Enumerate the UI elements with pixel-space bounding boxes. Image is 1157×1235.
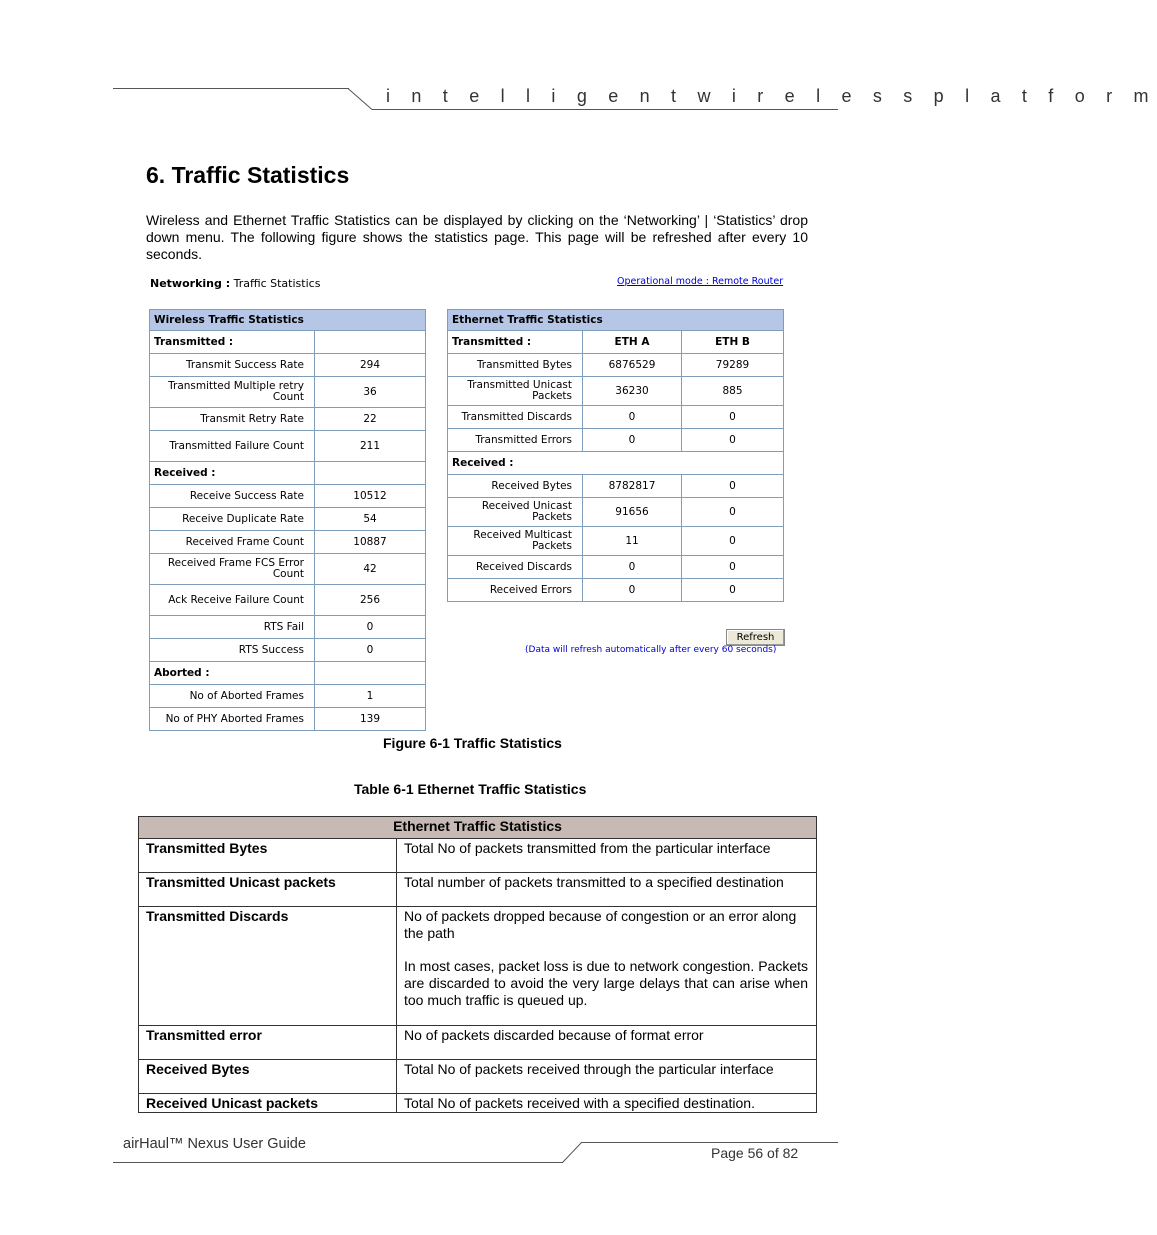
stat-label: Transmitted Bytes (448, 354, 583, 377)
stat-label: Received Multicast Packets (448, 527, 583, 556)
table-row (448, 354, 784, 377)
table-row (139, 1094, 817, 1113)
stat-label: Received Discards (448, 556, 583, 579)
table-row (448, 579, 784, 602)
term-cell: Transmitted Bytes (139, 839, 397, 873)
table-row (150, 639, 426, 662)
section-blank (315, 331, 426, 354)
description-cell (397, 1026, 817, 1060)
section-blank (315, 662, 426, 685)
term-cell: Transmitted Unicast packets (139, 873, 397, 907)
table-row (448, 498, 784, 527)
table-row (139, 839, 817, 873)
breadcrumb-page: Traffic Statistics (233, 277, 321, 290)
stat-value: 256 (315, 585, 426, 616)
description-cell (397, 873, 817, 907)
figure-caption: Figure 6-1 Traffic Statistics (383, 735, 562, 751)
stat-label: Received Frame FCS Error Count (150, 554, 315, 585)
eth-b-value: 0 (682, 429, 784, 452)
eth-b-value: 0 (682, 406, 784, 429)
table-caption: Table 6-1 Ethernet Traffic Statistics (354, 781, 587, 797)
description-cell (397, 839, 817, 873)
stat-label: Received Bytes (448, 475, 583, 498)
description-text: Total No of packets transmitted from the particular interface (404, 840, 771, 856)
eth-a-value: 8782817 (583, 475, 682, 498)
refresh-button[interactable]: Refresh (726, 629, 785, 646)
section-label: Transmitted : (150, 331, 315, 354)
footer-page-number: Page 56 of 82 (711, 1145, 799, 1161)
stat-label: Received Unicast Packets (448, 498, 583, 527)
table-row (448, 429, 784, 452)
wireless-table-title: Wireless Traffic Statistics (150, 310, 426, 331)
wireless-title-row (150, 310, 426, 331)
description-cell (397, 907, 817, 1026)
wireless-traffic-table (149, 309, 426, 731)
section-title: 6. Traffic Statistics (146, 162, 350, 188)
section-label: Aborted : (150, 662, 315, 685)
table-row (150, 354, 426, 377)
table-row (150, 708, 426, 731)
section-row (150, 331, 426, 354)
stat-label: Transmitted Unicast Packets (448, 377, 583, 406)
stat-value: 0 (315, 616, 426, 639)
table-row (448, 475, 784, 498)
eth-a-value: 0 (583, 556, 682, 579)
header-rule-left (113, 88, 349, 89)
stat-label: Transmitted Discards (448, 406, 583, 429)
eth-a-value: 6876529 (583, 354, 682, 377)
description-text: Total No of packets received with a specified destination. (404, 1095, 755, 1111)
description-cell (397, 1094, 817, 1113)
section-blank (315, 462, 426, 485)
term-cell: Received Bytes (139, 1060, 397, 1094)
eth-b-value: 0 (682, 527, 784, 556)
term-cell: Transmitted Discards (139, 907, 397, 1026)
table-row (139, 1060, 817, 1094)
eth-a-value: 0 (583, 579, 682, 602)
table-row (448, 527, 784, 556)
table-header: Ethernet Traffic Statistics (139, 817, 817, 839)
transmitted-section-label: Transmitted : (448, 331, 583, 354)
header-tagline: i n t e l l i g e n t w i r e l e s s p l a t f o r m (386, 86, 1157, 106)
table-row (448, 377, 784, 406)
eth-a-value: 0 (583, 406, 682, 429)
table-header-row (139, 817, 817, 839)
stat-label: Transmitted Multiple retry Count (150, 377, 315, 408)
description-text: Total No of packets received through the particular interface (404, 1061, 774, 1077)
ethernet-traffic-table (447, 309, 784, 602)
stat-label: No of PHY Aborted Frames (150, 708, 315, 731)
stat-value: 139 (315, 708, 426, 731)
table-row (150, 377, 426, 408)
stat-value: 10512 (315, 485, 426, 508)
table-row (139, 907, 817, 1026)
eth-a-value: 36230 (583, 377, 682, 406)
table-row (139, 873, 817, 907)
received-section-label: Received : (448, 452, 784, 475)
section-row (448, 452, 784, 475)
table-row (150, 431, 426, 462)
stat-label: Ack Receive Failure Count (150, 585, 315, 616)
stat-label: No of Aborted Frames (150, 685, 315, 708)
ethernet-table-title: Ethernet Traffic Statistics (448, 310, 784, 331)
traffic-statistics-screenshot (145, 268, 809, 723)
table-row (150, 485, 426, 508)
section-row (150, 662, 426, 685)
stat-label: Transmitted Errors (448, 429, 583, 452)
eth-a-value: 91656 (583, 498, 682, 527)
stat-value: 211 (315, 431, 426, 462)
table-row (150, 531, 426, 554)
eth-b-value: 79289 (682, 354, 784, 377)
eth-b-value: 885 (682, 377, 784, 406)
description-text: No of packets discarded because of format error (404, 1027, 704, 1043)
footer-rule-right (581, 1142, 838, 1143)
term-cell: Received Unicast packets (139, 1094, 397, 1113)
stat-label: RTS Fail (150, 616, 315, 639)
table-row (150, 554, 426, 585)
stat-label: Receive Duplicate Rate (150, 508, 315, 531)
breadcrumb-menu: Networking : (150, 277, 231, 290)
header-rule-right (372, 109, 838, 110)
stat-label: Transmit Retry Rate (150, 408, 315, 431)
stat-label: Receive Success Rate (150, 485, 315, 508)
column-header-eth-a: ETH A (583, 331, 682, 354)
footer-guide-title: airHaul™ Nexus User Guide (123, 1136, 306, 1152)
table-row (150, 585, 426, 616)
column-header-eth-b: ETH B (682, 331, 784, 354)
ethernet-title-row (448, 310, 784, 331)
table-row (448, 406, 784, 429)
eth-b-value: 0 (682, 498, 784, 527)
table-row (448, 556, 784, 579)
description-cell (397, 1060, 817, 1094)
description-text: In most cases, packet loss is due to network congestion. Packets are discarded to avoid the very large delays that can arise when too much traffic is queued up. (404, 958, 808, 1008)
table-row (150, 408, 426, 431)
stat-label: Received Frame Count (150, 531, 315, 554)
refresh-note: (Data will refresh automatically after every 60 seconds) (525, 645, 777, 655)
stat-label: Transmitted Failure Count (150, 431, 315, 462)
eth-a-value: 11 (583, 527, 682, 556)
table-row (150, 508, 426, 531)
stat-value: 54 (315, 508, 426, 531)
stat-value: 22 (315, 408, 426, 431)
stat-value: 1 (315, 685, 426, 708)
ethernet-statistics-definition-table (138, 816, 817, 1113)
description-text: Total number of packets transmitted to a specified destination (404, 874, 784, 890)
intro-paragraph: Wireless and Ethernet Traffic Statistics can be displayed by clicking on the ‘Networking’ | ‘Statistics’ drop down menu. The following figure shows the statistics page. This page will be refreshed after every 10 seconds. (146, 212, 808, 262)
term-cell: Transmitted error (139, 1026, 397, 1060)
stat-label: RTS Success (150, 639, 315, 662)
section-label: Received : (150, 462, 315, 485)
breadcrumb (150, 277, 320, 290)
stat-label: Received Errors (448, 579, 583, 602)
eth-b-value: 0 (682, 556, 784, 579)
footer-rule-left (113, 1162, 563, 1163)
stat-value: 294 (315, 354, 426, 377)
table-row (150, 685, 426, 708)
footer-slant-line (562, 1142, 582, 1163)
header-slant-line (348, 88, 374, 110)
stat-value: 10887 (315, 531, 426, 554)
stat-label: Transmit Success Rate (150, 354, 315, 377)
stat-value: 36 (315, 377, 426, 408)
description-text: No of packets dropped because of congestion or an error along the path (404, 908, 797, 941)
operational-mode-link[interactable]: Operational mode : Remote Router (617, 276, 784, 287)
eth-a-value: 0 (583, 429, 682, 452)
section-row (150, 462, 426, 485)
stat-value: 42 (315, 554, 426, 585)
column-header-row (448, 331, 784, 354)
stat-value: 0 (315, 639, 426, 662)
table-row (139, 1026, 817, 1060)
eth-b-value: 0 (682, 475, 784, 498)
eth-b-value: 0 (682, 579, 784, 602)
table-row (150, 616, 426, 639)
